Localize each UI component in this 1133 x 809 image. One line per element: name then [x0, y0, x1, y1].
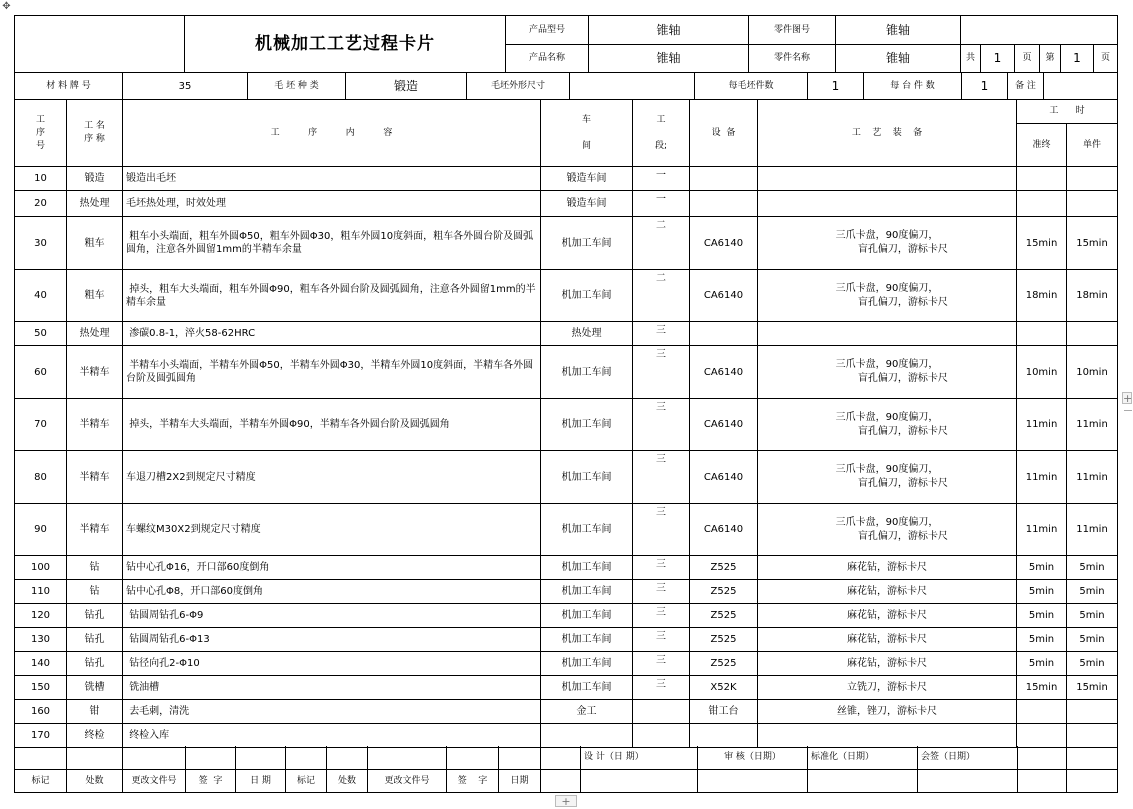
- row-equipment[interactable]: [690, 191, 758, 217]
- row-workshop[interactable]: 机加工车间: [541, 580, 633, 604]
- row-seq[interactable]: 170: [15, 724, 67, 748]
- col-header-segment: 工 段;: [633, 100, 690, 167]
- row-segment[interactable]: 三: [633, 628, 690, 652]
- row-equipment[interactable]: 钳工台: [690, 700, 758, 724]
- row-prep[interactable]: 11min: [1017, 504, 1067, 556]
- row-unit[interactable]: 5min: [1067, 580, 1117, 604]
- row-name[interactable]: 钻: [67, 580, 123, 604]
- row-unit[interactable]: 15min: [1067, 217, 1117, 270]
- page-title: 机械加工工艺过程卡片: [185, 16, 506, 73]
- footer-count-label-1: 处数: [67, 770, 123, 792]
- review-date-field[interactable]: [698, 770, 808, 792]
- row-seq[interactable]: 10: [15, 167, 67, 191]
- footer-sign-label-1: 签 字: [186, 770, 236, 792]
- row-tooling[interactable]: 麻花钻，游标卡尺: [758, 628, 1017, 652]
- row-workshop[interactable]: 机加工车间: [541, 556, 633, 580]
- row-unit[interactable]: 5min: [1067, 628, 1117, 652]
- col-header-name: 工 名 序 称: [67, 100, 123, 167]
- row-segment[interactable]: 一: [633, 191, 690, 217]
- material-label: 材 料 牌 号: [15, 73, 123, 100]
- row-prep[interactable]: 10min: [1017, 346, 1067, 399]
- row-name[interactable]: 终检: [67, 724, 123, 748]
- row-seq[interactable]: 140: [15, 652, 67, 676]
- row-segment[interactable]: 二: [633, 270, 690, 322]
- row-prep[interactable]: [1017, 700, 1067, 724]
- row-content[interactable]: 车退刀槽2X2到规定尺寸精度: [123, 451, 541, 504]
- row-workshop[interactable]: 机加工车间: [541, 270, 633, 322]
- material-value[interactable]: 35: [123, 73, 248, 100]
- row-equipment[interactable]: CA6140: [690, 451, 758, 504]
- row-content[interactable]: 锻造出毛坯: [123, 167, 541, 191]
- row-seq[interactable]: 100: [15, 556, 67, 580]
- row-prep[interactable]: 5min: [1017, 580, 1067, 604]
- row-tooling[interactable]: 立铣刀，游标卡尺: [758, 676, 1017, 700]
- row-equipment[interactable]: CA6140: [690, 346, 758, 399]
- row-content[interactable]: 终检入库: [123, 724, 541, 748]
- footer-blank-15: [1018, 770, 1067, 792]
- footer-mark-label-2: 标记: [286, 770, 327, 792]
- blank-size-label: 毛坯外形尺寸: [467, 73, 570, 100]
- row-name[interactable]: 热处理: [67, 322, 123, 346]
- row-name[interactable]: 铣槽: [67, 676, 123, 700]
- row-workshop[interactable]: 机加工车间: [541, 676, 633, 700]
- row-tooling[interactable]: [758, 167, 1017, 191]
- page-unit-label: 页: [1015, 45, 1040, 73]
- row-segment[interactable]: 三: [633, 676, 690, 700]
- row-seq[interactable]: 60: [15, 346, 67, 399]
- row-tooling[interactable]: 丝锥，锉刀，游标卡尺: [758, 700, 1017, 724]
- row-segment[interactable]: 二: [633, 217, 690, 270]
- footer-count-label-2: 处数: [327, 770, 368, 792]
- row-equipment[interactable]: Z525: [690, 652, 758, 676]
- row-tooling[interactable]: 麻花钻，游标卡尺: [758, 604, 1017, 628]
- part-name-value[interactable]: 锥轴: [836, 45, 961, 73]
- row-prep[interactable]: 18min: [1017, 270, 1067, 322]
- row-prep[interactable]: 11min: [1017, 451, 1067, 504]
- countersign-date-field[interactable]: [918, 770, 1018, 792]
- row-segment[interactable]: 三: [633, 556, 690, 580]
- ruler-tick: [1124, 410, 1132, 411]
- col-header-unit: 单件: [1067, 124, 1117, 167]
- row-equipment[interactable]: Z525: [690, 628, 758, 652]
- per-unit-label: 每 台 件 数: [864, 73, 962, 100]
- row-segment[interactable]: 三: [633, 504, 690, 556]
- row-segment[interactable]: 三: [633, 451, 690, 504]
- row-unit[interactable]: [1067, 322, 1117, 346]
- process-card-sheet: [14, 15, 1118, 793]
- footer-blank-12: [1018, 746, 1067, 770]
- blank-type-label: 毛 坯 种 类: [248, 73, 346, 100]
- row-content[interactable]: 钻径向孔2-Φ10: [123, 652, 541, 676]
- footer-blank-2: [67, 746, 123, 770]
- footer-mark-label-1: 标记: [15, 770, 67, 792]
- row-segment[interactable]: 三: [633, 322, 690, 346]
- table-move-handle-icon[interactable]: ✥: [2, 1, 11, 12]
- part-drawing-value[interactable]: 锥轴: [836, 16, 961, 45]
- row-content[interactable]: 渗碳0.8-1，淬火58-62HRC: [123, 322, 541, 346]
- add-row-plus-icon[interactable]: +: [555, 795, 577, 807]
- row-tooling[interactable]: [758, 191, 1017, 217]
- row-equipment[interactable]: CA6140: [690, 399, 758, 451]
- row-workshop[interactable]: 机加工车间: [541, 399, 633, 451]
- footer-blank-16: [1067, 770, 1117, 792]
- row-seq[interactable]: 70: [15, 399, 67, 451]
- row-tooling[interactable]: 麻花钻，游标卡尺: [758, 580, 1017, 604]
- row-prep[interactable]: [1017, 191, 1067, 217]
- row-name[interactable]: 钻孔: [67, 628, 123, 652]
- row-segment[interactable]: 三: [633, 580, 690, 604]
- row-workshop[interactable]: 机加工车间: [541, 451, 633, 504]
- row-equipment[interactable]: [690, 167, 758, 191]
- row-content[interactable]: 钻中心孔Φ8，开口部60度倒角: [123, 580, 541, 604]
- row-workshop[interactable]: 锻造车间: [541, 167, 633, 191]
- row-workshop[interactable]: 机加工车间: [541, 504, 633, 556]
- per-blank-label: 每毛坯件数: [695, 73, 808, 100]
- row-seq[interactable]: 130: [15, 628, 67, 652]
- row-content[interactable]: 钻圆周钻孔6-Φ9: [123, 604, 541, 628]
- row-prep[interactable]: 15min: [1017, 217, 1067, 270]
- row-unit[interactable]: 11min: [1067, 451, 1117, 504]
- page-index-value[interactable]: 1: [1061, 45, 1094, 73]
- row-tooling[interactable]: 三爪卡盘，90度偏刀， 盲孔偏刀，游标卡尺: [758, 346, 1017, 399]
- row-tooling[interactable]: 三爪卡盘，90度偏刀， 盲孔偏刀，游标卡尺: [758, 270, 1017, 322]
- blank-size-value[interactable]: [570, 73, 695, 100]
- row-unit[interactable]: [1067, 700, 1117, 724]
- row-tooling[interactable]: 三爪卡盘，90度偏刀， 盲孔偏刀，游标卡尺: [758, 451, 1017, 504]
- row-seq[interactable]: 40: [15, 270, 67, 322]
- row-content[interactable]: 毛坯热处理，时效处理: [123, 191, 541, 217]
- row-content[interactable]: 粗车小头端面，粗车外圆Φ50，粗车外圆Φ30，粗车外圆10度斜面，粗车各外圆台阶及圆弧圆角，注意各外圆留1mm的半精车余量: [123, 217, 541, 270]
- footer-blank-14: [541, 770, 581, 792]
- row-tooling[interactable]: 三爪卡盘，90度偏刀， 盲孔偏刀，游标卡尺: [758, 504, 1017, 556]
- col-header-tooling: 工 艺 装 备: [758, 100, 1017, 167]
- row-equipment[interactable]: X52K: [690, 676, 758, 700]
- header-blank-cell: [961, 16, 1117, 45]
- row-seq[interactable]: 50: [15, 322, 67, 346]
- footer-blank-7: [327, 746, 368, 770]
- row-content[interactable]: 半精车小头端面，半精车外圆Φ50，半精车外圆Φ30，半精车外圆10度斜面，半精车各外圆台阶及圆弧圆角: [123, 346, 541, 399]
- row-equipment[interactable]: [690, 322, 758, 346]
- row-prep[interactable]: [1017, 724, 1067, 748]
- row-workshop[interactable]: 机加工车间: [541, 346, 633, 399]
- row-tooling[interactable]: 麻花钻，游标卡尺: [758, 556, 1017, 580]
- design-date-label: 设 计（日 期）: [581, 746, 698, 770]
- row-workshop[interactable]: 锻造车间: [541, 191, 633, 217]
- row-equipment[interactable]: Z525: [690, 604, 758, 628]
- row-equipment[interactable]: CA6140: [690, 270, 758, 322]
- row-equipment[interactable]: [690, 724, 758, 748]
- standardization-date-label: 标准化（日期）: [808, 746, 918, 770]
- row-workshop[interactable]: 机加工车间: [541, 604, 633, 628]
- row-content[interactable]: 去毛刺，清洗: [123, 700, 541, 724]
- row-seq[interactable]: 80: [15, 451, 67, 504]
- row-workshop[interactable]: 机加工车间: [541, 652, 633, 676]
- footer-blank-9: [447, 746, 499, 770]
- add-column-plus-icon[interactable]: +: [1123, 392, 1133, 405]
- row-unit[interactable]: [1067, 191, 1117, 217]
- row-tooling[interactable]: 麻花钻，游标卡尺: [758, 652, 1017, 676]
- product-model-value[interactable]: 锥轴: [589, 16, 749, 45]
- footer-blank-1: [15, 746, 67, 770]
- footer-blank-13: [1067, 746, 1117, 770]
- row-segment[interactable]: 三: [633, 346, 690, 399]
- row-unit[interactable]: [1067, 724, 1117, 748]
- row-equipment[interactable]: Z525: [690, 556, 758, 580]
- design-date-field[interactable]: [581, 770, 698, 792]
- row-name[interactable]: 钻: [67, 556, 123, 580]
- col-header-content: 工 序 内 容: [123, 100, 541, 167]
- row-workshop[interactable]: 金工: [541, 700, 633, 724]
- row-workshop[interactable]: [541, 724, 633, 748]
- total-pages-label: 共: [961, 45, 981, 73]
- row-equipment[interactable]: Z525: [690, 580, 758, 604]
- page-unit-label-2: 页: [1094, 45, 1117, 73]
- row-prep[interactable]: 5min: [1017, 652, 1067, 676]
- row-tooling[interactable]: [758, 322, 1017, 346]
- row-name[interactable]: 锻造: [67, 167, 123, 191]
- row-workshop[interactable]: 机加工车间: [541, 628, 633, 652]
- col-header-prep: 准终: [1017, 124, 1067, 167]
- per-unit-value[interactable]: 1: [962, 73, 1008, 100]
- row-prep[interactable]: 5min: [1017, 604, 1067, 628]
- row-seq[interactable]: 90: [15, 504, 67, 556]
- row-segment[interactable]: 三: [633, 652, 690, 676]
- footer-blank-11: [541, 746, 581, 770]
- row-unit[interactable]: 5min: [1067, 652, 1117, 676]
- row-prep[interactable]: [1017, 322, 1067, 346]
- total-pages-value[interactable]: 1: [981, 45, 1015, 73]
- blank-corner-cell: [15, 16, 185, 73]
- row-seq[interactable]: 110: [15, 580, 67, 604]
- row-segment[interactable]: 三: [633, 604, 690, 628]
- footer-docno-label-1: 更改文件号: [123, 770, 186, 792]
- row-content[interactable]: 掉头，半精车大头端面，半精车外圆Φ90，半精车各外圆台阶及圆弧圆角: [123, 399, 541, 451]
- standardization-date-field[interactable]: [808, 770, 918, 792]
- row-unit[interactable]: 5min: [1067, 604, 1117, 628]
- row-workshop[interactable]: 机加工车间: [541, 217, 633, 270]
- row-prep[interactable]: [1017, 167, 1067, 191]
- row-content[interactable]: 钻中心孔Φ16，开口部60度倒角: [123, 556, 541, 580]
- row-seq[interactable]: 120: [15, 604, 67, 628]
- row-content[interactable]: 钻圆周钻孔6-Φ13: [123, 628, 541, 652]
- row-segment[interactable]: [633, 724, 690, 748]
- footer-blank-6: [286, 746, 327, 770]
- part-name-label: 零件名称: [749, 45, 836, 73]
- col-header-workshop: 车 间: [541, 100, 633, 167]
- product-name-value[interactable]: 锥轴: [589, 45, 749, 73]
- row-name[interactable]: 钻孔: [67, 604, 123, 628]
- row-content[interactable]: 铣油槽: [123, 676, 541, 700]
- row-name[interactable]: 半精车: [67, 399, 123, 451]
- row-unit[interactable]: 18min: [1067, 270, 1117, 322]
- row-unit[interactable]: 10min: [1067, 346, 1117, 399]
- row-unit[interactable]: 11min: [1067, 399, 1117, 451]
- row-workshop[interactable]: 热处理: [541, 322, 633, 346]
- footer-sign-label-2: 签 字: [447, 770, 499, 792]
- row-equipment[interactable]: CA6140: [690, 504, 758, 556]
- remark-label: 备 注: [1008, 73, 1044, 100]
- row-content[interactable]: 车螺纹M30X2到规定尺寸精度: [123, 504, 541, 556]
- col-header-equipment: 设 备: [690, 100, 758, 167]
- footer-blank-8: [368, 746, 447, 770]
- row-seq[interactable]: 150: [15, 676, 67, 700]
- row-name[interactable]: 粗车: [67, 270, 123, 322]
- row-name[interactable]: 半精车: [67, 451, 123, 504]
- row-prep[interactable]: 11min: [1017, 399, 1067, 451]
- row-name[interactable]: 粗车: [67, 217, 123, 270]
- row-name[interactable]: 钳: [67, 700, 123, 724]
- row-segment[interactable]: [633, 700, 690, 724]
- col-header-seq: 工 序 号: [15, 100, 67, 167]
- row-tooling[interactable]: 三爪卡盘，90度偏刀， 盲孔偏刀，游标卡尺: [758, 217, 1017, 270]
- row-unit[interactable]: [1067, 167, 1117, 191]
- row-seq[interactable]: 30: [15, 217, 67, 270]
- product-name-label: 产品名称: [506, 45, 589, 73]
- row-equipment[interactable]: CA6140: [690, 217, 758, 270]
- row-name[interactable]: 半精车: [67, 346, 123, 399]
- row-prep[interactable]: 15min: [1017, 676, 1067, 700]
- footer-docno-label-2: 更改文件号: [368, 770, 447, 792]
- row-unit[interactable]: 15min: [1067, 676, 1117, 700]
- part-drawing-label: 零件图号: [749, 16, 836, 45]
- product-model-label: 产品型号: [506, 16, 589, 45]
- footer-blank-5: [236, 746, 286, 770]
- row-unit[interactable]: 5min: [1067, 556, 1117, 580]
- footer-blank-3: [123, 746, 186, 770]
- row-prep[interactable]: 5min: [1017, 556, 1067, 580]
- page-index-label: 第: [1040, 45, 1061, 73]
- review-date-label: 审 核（日期）: [698, 746, 808, 770]
- row-seq[interactable]: 160: [15, 700, 67, 724]
- col-header-hours: 工 时: [1017, 100, 1117, 124]
- row-name[interactable]: 热处理: [67, 191, 123, 217]
- row-segment[interactable]: 三: [633, 399, 690, 451]
- remark-value[interactable]: [1044, 73, 1117, 100]
- row-name[interactable]: 半精车: [67, 504, 123, 556]
- row-seq[interactable]: 20: [15, 191, 67, 217]
- row-prep[interactable]: 5min: [1017, 628, 1067, 652]
- row-tooling[interactable]: 三爪卡盘，90度偏刀， 盲孔偏刀，游标卡尺: [758, 399, 1017, 451]
- row-name[interactable]: 钻孔: [67, 652, 123, 676]
- footer-blank-10: [499, 746, 541, 770]
- footer-date-label-1: 日 期: [236, 770, 286, 792]
- per-blank-value[interactable]: 1: [808, 73, 864, 100]
- footer-blank-4: [186, 746, 236, 770]
- row-tooling[interactable]: [758, 724, 1017, 748]
- blank-type-value[interactable]: 锻造: [346, 73, 467, 100]
- row-segment[interactable]: 一: [633, 167, 690, 191]
- row-content[interactable]: 掉头，粗车大头端面，粗车外圆Φ90，粗车各外圆台阶及圆弧圆角，注意各外圆留1mm的半精车余量: [123, 270, 541, 322]
- footer-date-label-2: 日期: [499, 770, 541, 792]
- row-unit[interactable]: 11min: [1067, 504, 1117, 556]
- countersign-date-label: 会签（日期）: [918, 746, 1018, 770]
